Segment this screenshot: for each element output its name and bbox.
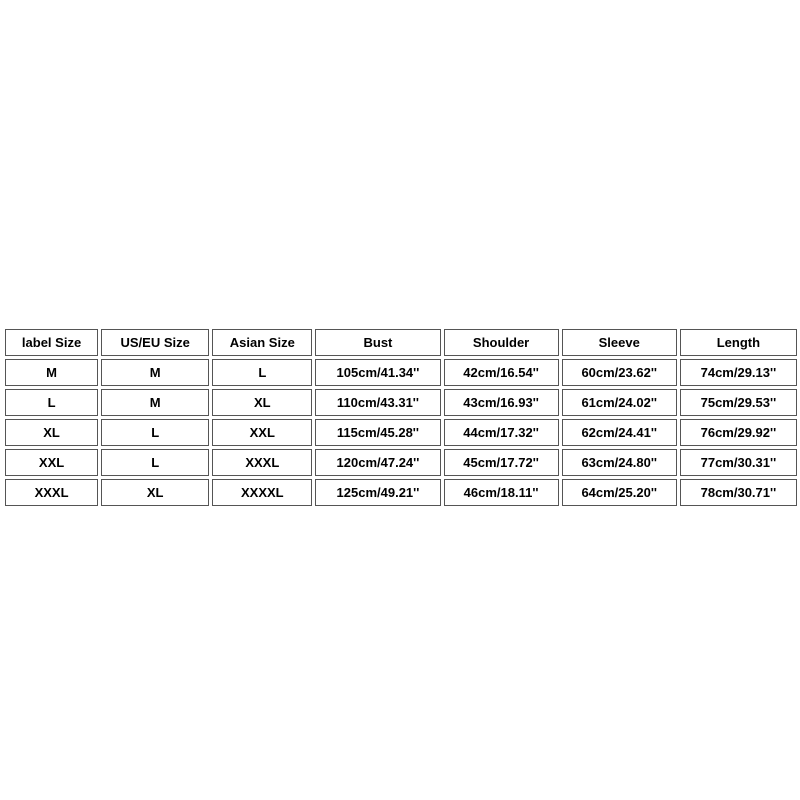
cell-label-size: M bbox=[5, 359, 98, 386]
cell-shoulder: 45cm/17.72'' bbox=[444, 449, 559, 476]
cell-asian-size: XL bbox=[212, 389, 312, 416]
cell-asian-size: L bbox=[212, 359, 312, 386]
cell-length: 74cm/29.13'' bbox=[680, 359, 797, 386]
cell-shoulder: 44cm/17.32'' bbox=[444, 419, 559, 446]
cell-length: 75cm/29.53'' bbox=[680, 389, 797, 416]
cell-us-eu-size: L bbox=[101, 419, 209, 446]
cell-us-eu-size: XL bbox=[101, 479, 209, 506]
table-row bbox=[5, 419, 797, 446]
cell-asian-size: XXL bbox=[212, 419, 312, 446]
cell-sleeve: 61cm/24.02'' bbox=[562, 389, 677, 416]
table-row bbox=[5, 389, 797, 416]
cell-shoulder: 42cm/16.54'' bbox=[444, 359, 559, 386]
header-label-size: label Size bbox=[5, 329, 98, 356]
table-row bbox=[5, 479, 797, 506]
cell-bust: 110cm/43.31'' bbox=[315, 389, 440, 416]
cell-label-size: XL bbox=[5, 419, 98, 446]
cell-asian-size: XXXL bbox=[212, 449, 312, 476]
table-row bbox=[5, 359, 797, 386]
cell-length: 76cm/29.92'' bbox=[680, 419, 797, 446]
cell-shoulder: 43cm/16.93'' bbox=[444, 389, 559, 416]
cell-length: 78cm/30.71'' bbox=[680, 479, 797, 506]
size-chart-table bbox=[2, 326, 800, 509]
cell-sleeve: 63cm/24.80'' bbox=[562, 449, 677, 476]
cell-label-size: XXXL bbox=[5, 479, 98, 506]
cell-us-eu-size: M bbox=[101, 389, 209, 416]
header-bust: Bust bbox=[315, 329, 440, 356]
header-asian-size: Asian Size bbox=[212, 329, 312, 356]
header-us-eu-size: US/EU Size bbox=[101, 329, 209, 356]
cell-label-size: XXL bbox=[5, 449, 98, 476]
cell-bust: 105cm/41.34'' bbox=[315, 359, 440, 386]
cell-label-size: L bbox=[5, 389, 98, 416]
header-shoulder: Shoulder bbox=[444, 329, 559, 356]
size-chart bbox=[2, 326, 800, 509]
cell-bust: 120cm/47.24'' bbox=[315, 449, 440, 476]
cell-bust: 115cm/45.28'' bbox=[315, 419, 440, 446]
cell-sleeve: 64cm/25.20'' bbox=[562, 479, 677, 506]
table-row bbox=[5, 449, 797, 476]
cell-shoulder: 46cm/18.11'' bbox=[444, 479, 559, 506]
header-sleeve: Sleeve bbox=[562, 329, 677, 356]
cell-sleeve: 60cm/23.62'' bbox=[562, 359, 677, 386]
header-row bbox=[5, 329, 797, 356]
header-length: Length bbox=[680, 329, 797, 356]
cell-bust: 125cm/49.21'' bbox=[315, 479, 440, 506]
cell-asian-size: XXXXL bbox=[212, 479, 312, 506]
cell-us-eu-size: M bbox=[101, 359, 209, 386]
cell-us-eu-size: L bbox=[101, 449, 209, 476]
cell-length: 77cm/30.31'' bbox=[680, 449, 797, 476]
cell-sleeve: 62cm/24.41'' bbox=[562, 419, 677, 446]
